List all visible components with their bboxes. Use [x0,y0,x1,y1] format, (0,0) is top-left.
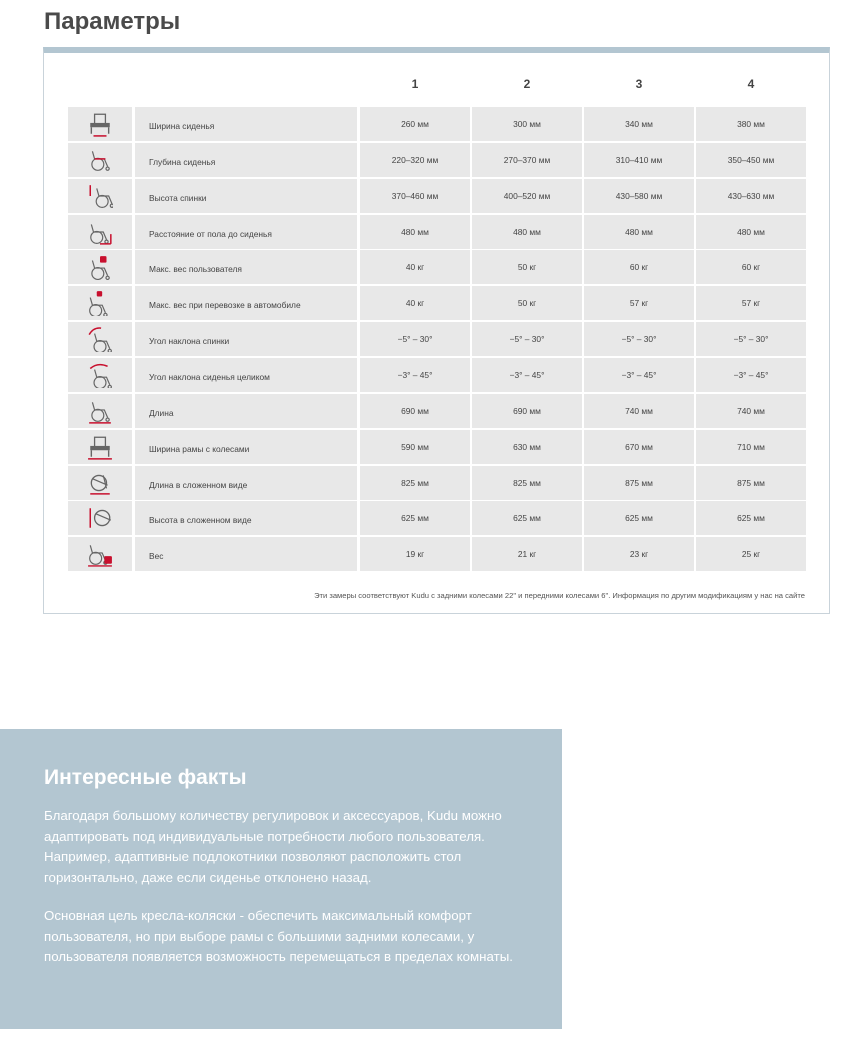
length-icon [68,394,132,428]
row-value: 260 мм [360,107,470,141]
row-value: 340 мм [584,107,694,141]
row-value: 40 кг [360,250,470,284]
row-label: Макс. вес при перевозке в автомобиле [135,286,357,320]
column-header-3: 3 [635,77,643,91]
row-value: 57 кг [696,286,806,320]
table-row [68,430,806,464]
max-user-weight-icon [68,250,132,284]
column-header-4: 4 [747,77,755,91]
row-value: 875 мм [696,466,806,500]
row-value: 380 мм [696,107,806,141]
row-value: 60 кг [584,250,694,284]
seat-tilt-icon [68,358,132,392]
row-value: 25 кг [696,537,806,571]
row-value: 50 кг [472,250,582,284]
row-value: 310–410 мм [584,143,694,177]
spec-table [43,47,830,614]
row-value: 480 мм [696,215,806,249]
backrest-tilt-icon [68,322,132,356]
row-label: Вес [135,537,357,571]
row-label: Высота спинки [135,179,357,213]
page-title: Параметры [44,8,181,35]
row-value: 19 кг [360,537,470,571]
row-value: 23 кг [584,537,694,571]
table-row [68,250,806,284]
table-row [68,286,806,320]
row-value: 690 мм [360,394,470,428]
facts-paragraph: Благодаря большому количеству регулировок и аксессуаров, Kudu можно адаптировать под индивидуальные потребности любого пользователя. Например, адаптивные подлокотники позволяют расположить стол горизонтально, даже если сиденье отклонено назад. [44,808,502,886]
facts-title: Интересные факты [44,766,247,789]
frame-width-icon [68,430,132,464]
row-value: 825 мм [360,466,470,500]
backrest-height-icon [68,179,132,213]
row-value: 57 кг [584,286,694,320]
table-row [68,537,806,571]
row-label: Угол наклона спинки [135,322,357,356]
row-value: −3° – 45° [472,358,582,392]
weight-icon [68,537,132,571]
row-label: Длина в сложенном виде [135,466,357,500]
row-value: 740 мм [584,394,694,428]
row-value: −5° – 30° [472,322,582,356]
row-value: 710 мм [696,430,806,464]
row-value: 480 мм [360,215,470,249]
table-row [68,143,806,177]
column-header-1: 1 [411,77,419,91]
row-value: 40 кг [360,286,470,320]
row-value: 220–320 мм [360,143,470,177]
row-value: 630 мм [472,430,582,464]
row-value: −3° – 45° [360,358,470,392]
row-value: 300 мм [472,107,582,141]
row-value: 480 мм [472,215,582,249]
table-footnote: Эти замеры соответствуют Kudu с задними колесами 22" и передними колесами 6". Информация по другим модификациям у нас на сайте [314,591,805,600]
row-value: 875 мм [584,466,694,500]
row-value: −5° – 30° [360,322,470,356]
row-label: Длина [135,394,357,428]
row-value: 430–580 мм [584,179,694,213]
seat-floor-height-icon [68,215,132,249]
row-value: −3° – 45° [584,358,694,392]
folded-length-icon [68,466,132,500]
row-label: Ширина сиденья [135,107,357,141]
row-value: −5° – 30° [584,322,694,356]
row-value: 625 мм [360,501,470,535]
facts-panel [0,729,562,1029]
row-value: 50 кг [472,286,582,320]
row-value: 350–450 мм [696,143,806,177]
car-transport-weight-icon [68,286,132,320]
row-value: 21 кг [472,537,582,571]
row-value: −3° – 45° [696,358,806,392]
row-value: 590 мм [360,430,470,464]
table-row [68,466,806,500]
row-value: 690 мм [472,394,582,428]
facts-paragraph: Основная цель кресла-коляски - обеспечить максимальный комфорт пользователя, но при выборе рамы с большими задними колесами, у пользователя появляется возможность перемещаться в пределах комнаты. [44,908,513,965]
folded-height-icon [68,501,132,535]
row-label: Угол наклона сиденья целиком [135,358,357,392]
row-value: 430–630 мм [696,179,806,213]
row-value: 740 мм [696,394,806,428]
table-row [68,107,806,141]
table-row [68,179,806,213]
row-label: Ширина рамы с колесами [135,430,357,464]
row-value: 400–520 мм [472,179,582,213]
table-row [68,322,806,356]
table-row [68,358,806,392]
column-header-2: 2 [523,77,531,91]
row-value: 825 мм [472,466,582,500]
row-label: Расстояние от пола до сиденья [135,215,357,249]
row-value: 370–460 мм [360,179,470,213]
row-label: Макс. вес пользователя [135,250,357,284]
row-value: −5° – 30° [696,322,806,356]
row-value: 625 мм [584,501,694,535]
row-value: 625 мм [472,501,582,535]
table-row [68,501,806,535]
row-value: 270–370 мм [472,143,582,177]
row-value: 480 мм [584,215,694,249]
row-value: 670 мм [584,430,694,464]
row-value: 625 мм [696,501,806,535]
seat-depth-icon [68,143,132,177]
row-value: 60 кг [696,250,806,284]
seat-width-icon [68,107,132,141]
row-label: Высота в сложенном виде [135,501,357,535]
row-label: Глубина сиденья [135,143,357,177]
table-row [68,394,806,428]
table-row [68,215,806,249]
